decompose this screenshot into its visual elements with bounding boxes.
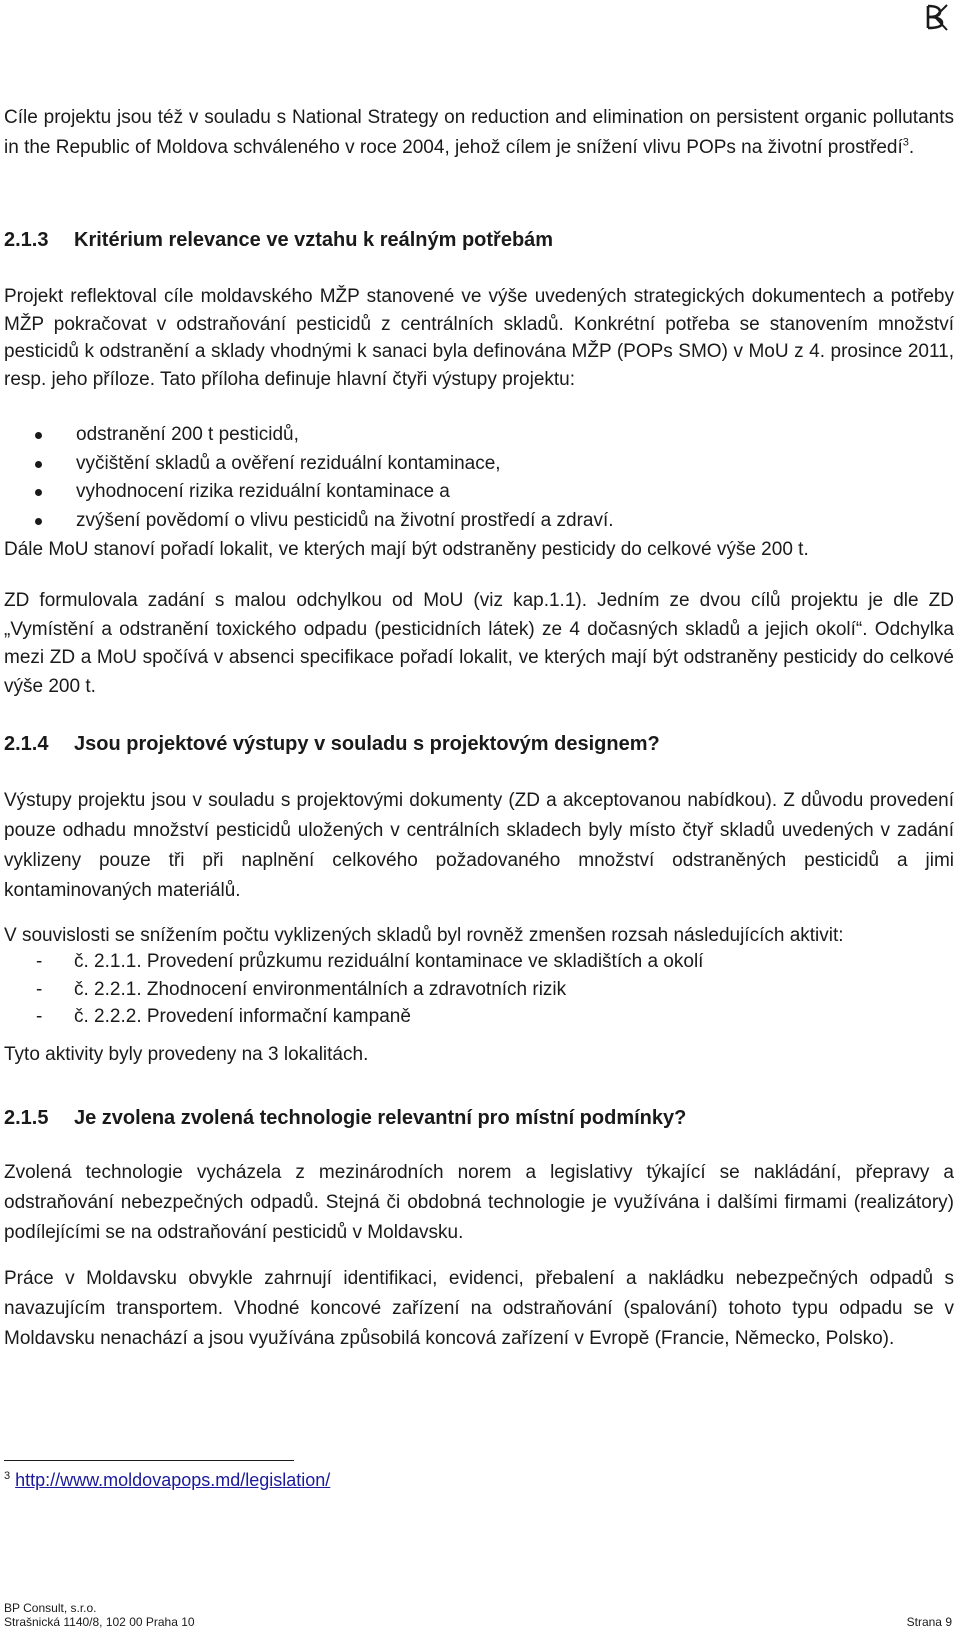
bullet-icon [35,518,42,525]
heading-2-1-4: 2.1.4 Jsou projektové výstupy v souladu s projektovým designem? [4,733,660,755]
paragraph-213-order: Dále MoU stanoví pořadí lokalit, ve kterých mají být odstraněny pesticidy do celkové výše 200 t. [4,539,809,560]
activities-list [36,948,703,1031]
page-footer [4,1601,195,1629]
list-item: - č. 2.1.1. Provedení průzkumu reziduální kontaminace ve skladištích a okolí [36,951,704,972]
bullet-icon [35,461,42,468]
heading-2-1-5: 2.1.5 Je zvolena zvolená technologie relevantní pro místní podmínky? [4,1107,687,1129]
paragraph-215-work: Práce v Moldavsku obvykle zahrnují identifikaci, evidenci, přebalení a nakládku nebezpečných odpadů s navazujícím transportem. Vhodné koncové zařízení na odstraňování (spalování) tohoto typu odpadu se v Moldavsku nenachází a jsou využívána způsobilá koncová zařízení v Evropě (Francie, Německo, Polsko). [4,1268,954,1349]
footnote: $^3$ http://www.moldovapops.md/legislation/ [4,1470,331,1490]
list-item: odstranění 200 t pesticidů, [4,421,614,450]
footnote-divider [4,1460,294,1461]
footer-company: BP Consult, s.r.o. [4,1601,97,1615]
list-item: vyčištění skladů a ověření reziduální kontaminace, [4,450,614,479]
footnote-ref[interactable]: 3 [902,136,909,149]
paragraph-215-technology: Zvolená technologie vycházela z mezinárodních norem a legislativy týkající se nakládání, přepravy a odstraňování nebezpečných odpadů. Stejná či obdobná technologie je využívána i dalšími firmami (realizátory) podílejícími se na odstraňování pesticidů v Moldavsku. [4,1162,954,1243]
paragraph-214-locations: Tyto aktivity byly provedeny na 3 lokalitách. [4,1044,369,1065]
bullet-icon [35,489,42,496]
paragraph-213-deviation: ZD formulovala zadání s malou odchylkou od MoU (viz kap.1.1). Jedním ze dvou cílů projektu je dle ZD „Vymístění a odstranění toxického odpadu (pesticidních látek) ze 4 dočasných skladů a jejich okolí“. Odchylka mezi ZD a MoU spočívá v absenci specifikace pořadí lokalit, ve kterých mají být odstraněny pesticidy do celkové výše 200 t. [4,590,954,697]
paragraph-214-reduced: V souvislosti se snížením počtu vyklizených skladů byl rovněž zmenšen rozsah následujících aktivit: [4,925,844,946]
footer-address: Strašnická 1140/8, 102 00 Praha 10 [4,1615,195,1629]
bullet-icon [35,432,42,439]
paragraph-213-needs: Projekt reflektoval cíle moldavského MŽP stanovené ve výše uvedených strategických dokumentech a potřeby MŽP pokračovat v odstraňování pesticidů z centrálních skladů. Konkrétní potřeba se stanovením množství pesticidů k odstranění a sklady vhodnými k sanaci byla definována MŽP (POPs SMO) v MoU z 4. prosince 2011, resp. jeho příloze. Tato příloha definuje hlavní čtyři výstupy projektu: [4,286,954,390]
footnote-link[interactable]: http://www.moldovapops.md/legislation/ [15,1470,331,1490]
intro-paragraph: Cíle projektu jsou též v souladu s National Strategy on reduction and elimination on persistent organic pollutants in the Republic of Moldova schváleného v roce 2004, jehož cílem je snížení vlivu POPs na životní prostředí$^3$. [4,107,954,158]
list-item: zvýšení povědomí o vlivu pesticidů na životní prostředí a zdraví. [4,507,614,536]
page-number: Strana 9 [906,1615,952,1629]
list-item: - č. 2.2.2. Provedení informační kampaně [36,1006,411,1027]
paragraph-214-outputs: Výstupy projektu jsou v souladu s projektovými dokumenty (ZD a akceptovanou nabídkou). Z důvodu provedení pouze odhadu množství pesticidů uložených v centrálních skladech byly místo čtyř skladů uvedených v zadání vyklizeny pouze tři při naplnění celkového požadovaného množství odstraněných pesticidů a jimi kontaminovaných materiálů. [4,790,954,901]
heading-2-1-3: 2.1.3 Kritérium relevance ve vztahu k reálným potřebám [4,229,554,251]
outputs-list [4,421,614,535]
list-item: vyhodnocení rizika reziduální kontaminace a [4,478,614,507]
bp-monogram-icon [922,2,952,32]
list-item: - č. 2.2.1. Zhodnocení environmentálních a zdravotních rizik [36,978,567,1000]
